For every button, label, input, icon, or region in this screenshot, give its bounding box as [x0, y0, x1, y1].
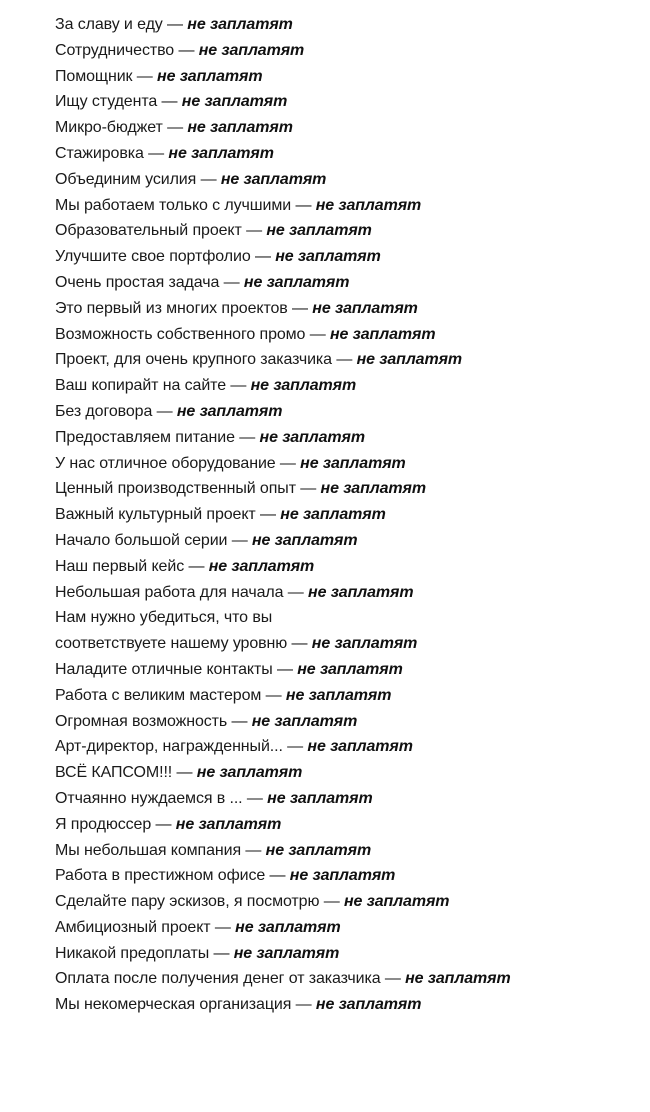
punchline-text: не заплатят: [297, 660, 403, 678]
punchline-text: не заплатят: [315, 196, 422, 214]
punchline-text: не заплатят: [405, 970, 511, 988]
dash-separator: —: [226, 377, 251, 395]
text-line: [55, 683, 645, 709]
dash-separator: —: [287, 299, 313, 317]
line-phrase: Помощник: [55, 67, 133, 85]
punchline-text: не заплатят: [280, 506, 386, 524]
text-line: [55, 12, 645, 38]
line-phrase: Образовательный проект: [55, 222, 242, 240]
punchline-text: не заплатят: [300, 454, 406, 472]
line-phrase: Я продюссер: [55, 815, 152, 833]
line-phrase: Мы работаем только с лучшими: [55, 196, 292, 214]
text-line: [55, 966, 645, 992]
line-phrase: Небольшая работа для начала: [55, 583, 284, 601]
dash-separator: —: [331, 351, 357, 369]
text-line: [55, 89, 645, 115]
punchline-text: не заплатят: [175, 815, 282, 833]
line-phrase: соответствуете нашему уровню: [55, 635, 288, 653]
text-line: [55, 502, 645, 528]
punchline-text: не заплатят: [157, 67, 263, 85]
line-phrase: Объединим усилия: [55, 170, 197, 188]
text-line: [55, 270, 645, 296]
line-phrase: Арт-директор, награжденный...: [55, 738, 283, 756]
punchline-text: не заплатят: [235, 918, 341, 936]
text-line: [55, 863, 645, 889]
line-phrase: Ваш копирайт на сайте: [55, 377, 227, 395]
text-line: [55, 476, 645, 502]
line-phrase: Работа с великим мастером: [55, 686, 262, 704]
line-phrase: Никакой предоплаты: [55, 944, 210, 962]
line-phrase: Очень простая задача: [55, 273, 220, 291]
text-line: [55, 244, 645, 270]
text-line: [55, 528, 645, 554]
line-phrase: У нас отличное оборудование: [55, 454, 276, 472]
dash-separator: —: [227, 712, 252, 730]
line-phrase: Мы некомерческая организация: [55, 996, 292, 1014]
text-line: [55, 115, 645, 141]
text-line: [55, 64, 645, 90]
dash-separator: —: [234, 428, 260, 446]
punchline-text: не заплатят: [243, 273, 350, 291]
punchline-text: не заплатят: [176, 402, 283, 420]
line-phrase: ВСЁ КАПСОМ!!!: [55, 764, 173, 782]
dash-separator: —: [295, 480, 321, 498]
punchline-text: не заплатят: [356, 351, 463, 369]
dash-separator: —: [242, 789, 268, 807]
text-list: [55, 12, 645, 1018]
text-line: [55, 838, 645, 864]
dash-separator: —: [261, 686, 286, 704]
dash-separator: —: [174, 41, 199, 59]
text-line: [55, 889, 645, 915]
line-phrase: Это первый из многих проектов: [55, 299, 288, 317]
punchline-text: не заплатят: [251, 712, 358, 730]
dash-separator: —: [291, 196, 316, 214]
dash-separator: —: [241, 222, 267, 240]
punchline-text: не заплатят: [329, 325, 436, 343]
dash-separator: —: [210, 918, 236, 936]
line-phrase: Нам нужно убедиться, что вы: [55, 609, 273, 627]
line-phrase: Работа в престижном офисе: [55, 867, 266, 885]
dash-separator: —: [265, 867, 290, 885]
text-line: [55, 347, 645, 373]
text-line: [55, 399, 645, 425]
dash-separator: —: [219, 273, 244, 291]
punchline-text: не заплатят: [320, 480, 426, 498]
dash-separator: —: [151, 815, 176, 833]
dash-separator: —: [184, 557, 209, 575]
text-line: [55, 580, 645, 606]
dash-separator: —: [305, 325, 330, 343]
text-line: [55, 451, 645, 477]
dash-separator: —: [227, 531, 252, 549]
punchline-text: не заплатят: [208, 557, 315, 575]
punchline-text: не заплатят: [265, 841, 372, 859]
punchline-text: не заплатят: [311, 635, 418, 653]
dash-separator: —: [319, 893, 344, 911]
line-phrase: Начало большой серии: [55, 531, 228, 549]
dash-separator: —: [152, 402, 177, 420]
punchline-text: не заплатят: [251, 531, 358, 549]
text-line: [55, 734, 645, 760]
line-phrase: Важный культурный проект: [55, 506, 256, 524]
text-line: [55, 373, 645, 399]
punchline-text: не заплатят: [315, 996, 422, 1014]
dash-separator: —: [162, 16, 188, 33]
punchline-text: не заплатят: [259, 428, 366, 446]
line-phrase: Отчаянно нуждаемся в ...: [55, 789, 243, 807]
dash-separator: —: [272, 660, 298, 678]
punchline-text: не заплатят: [289, 867, 396, 885]
punchline-text: не заплатят: [196, 764, 303, 782]
dash-separator: —: [241, 841, 266, 859]
text-line: [55, 296, 645, 322]
text-line: [55, 554, 645, 580]
punchline-text: не заплатят: [220, 170, 327, 188]
text-line: [55, 193, 645, 219]
line-phrase: Мы небольшая компания: [55, 841, 242, 859]
dash-separator: —: [209, 944, 234, 962]
line-phrase: Сделайте пару эскизов, я посмотрю: [55, 893, 320, 911]
text-line: [55, 605, 645, 631]
line-phrase: Предоставляем питание: [55, 428, 235, 446]
punchline-text: не заплатят: [250, 377, 357, 395]
punchline-text: не заплатят: [307, 738, 413, 756]
line-phrase: Проект, для очень крупного заказчика: [55, 351, 332, 369]
line-phrase: Оплата после получения денег от заказчика: [55, 970, 381, 988]
text-line: [55, 786, 645, 812]
punchline-text: не заплатят: [198, 41, 305, 59]
line-phrase: Сотрудничество: [55, 41, 175, 59]
punchline-text: не заплатят: [275, 248, 381, 266]
line-phrase: Ценный производственный опыт: [55, 480, 296, 498]
punchline-text: не заплатят: [285, 686, 392, 704]
punchline-text: не заплатят: [187, 119, 293, 137]
punchline-text: не заплатят: [267, 789, 373, 807]
dash-separator: —: [255, 506, 281, 524]
dash-separator: —: [283, 583, 309, 601]
dash-separator: —: [282, 738, 308, 756]
dash-separator: —: [172, 764, 197, 782]
text-line: [55, 760, 645, 786]
dash-separator: —: [162, 119, 188, 137]
line-phrase: Ищу студента: [55, 93, 158, 111]
punchline-text: не заплатят: [187, 16, 293, 33]
punchline-text: не заплатят: [266, 222, 372, 240]
line-phrase: Наладите отличные контакты: [55, 660, 273, 678]
punchline-text: не заплатят: [343, 893, 450, 911]
punchline-text: не заплатят: [308, 583, 414, 601]
line-phrase: Огромная возможность: [55, 712, 228, 730]
line-phrase: Наш первый кейс: [55, 557, 185, 575]
punchline-text: не заплатят: [181, 93, 288, 111]
text-line: [55, 657, 645, 683]
dash-separator: —: [287, 635, 312, 653]
dash-separator: —: [380, 970, 406, 988]
text-line: [55, 167, 645, 193]
dash-separator: —: [157, 93, 182, 111]
text-line: [55, 322, 645, 348]
text-line: [55, 218, 645, 244]
text-line: [55, 141, 645, 167]
dash-separator: —: [132, 67, 158, 85]
text-line: [55, 631, 645, 657]
line-phrase: Стажировка: [55, 144, 144, 162]
line-phrase: Улучшите свое портфолио: [55, 248, 251, 266]
dash-separator: —: [143, 144, 169, 162]
punchline-text: не заплатят: [312, 299, 418, 317]
text-line: [55, 709, 645, 735]
text-line: [55, 38, 645, 64]
line-phrase: Без договора: [55, 402, 153, 420]
line-phrase: Возможность собственного промо: [55, 325, 306, 343]
line-phrase: Микро-бюджет: [55, 119, 163, 137]
dash-separator: —: [275, 454, 301, 472]
text-line: [55, 915, 645, 941]
line-phrase: Амбициозный проект: [55, 918, 211, 936]
text-line: [55, 941, 645, 967]
line-phrase: За славу и еду: [55, 16, 163, 33]
punchline-text: не заплатят: [168, 144, 274, 162]
punchline-text: не заплатят: [233, 944, 340, 962]
dash-separator: —: [250, 248, 276, 266]
dash-separator: —: [291, 996, 316, 1014]
text-line: [55, 425, 645, 451]
dash-separator: —: [196, 170, 221, 188]
text-line: [55, 812, 645, 838]
text-line: [55, 992, 645, 1018]
